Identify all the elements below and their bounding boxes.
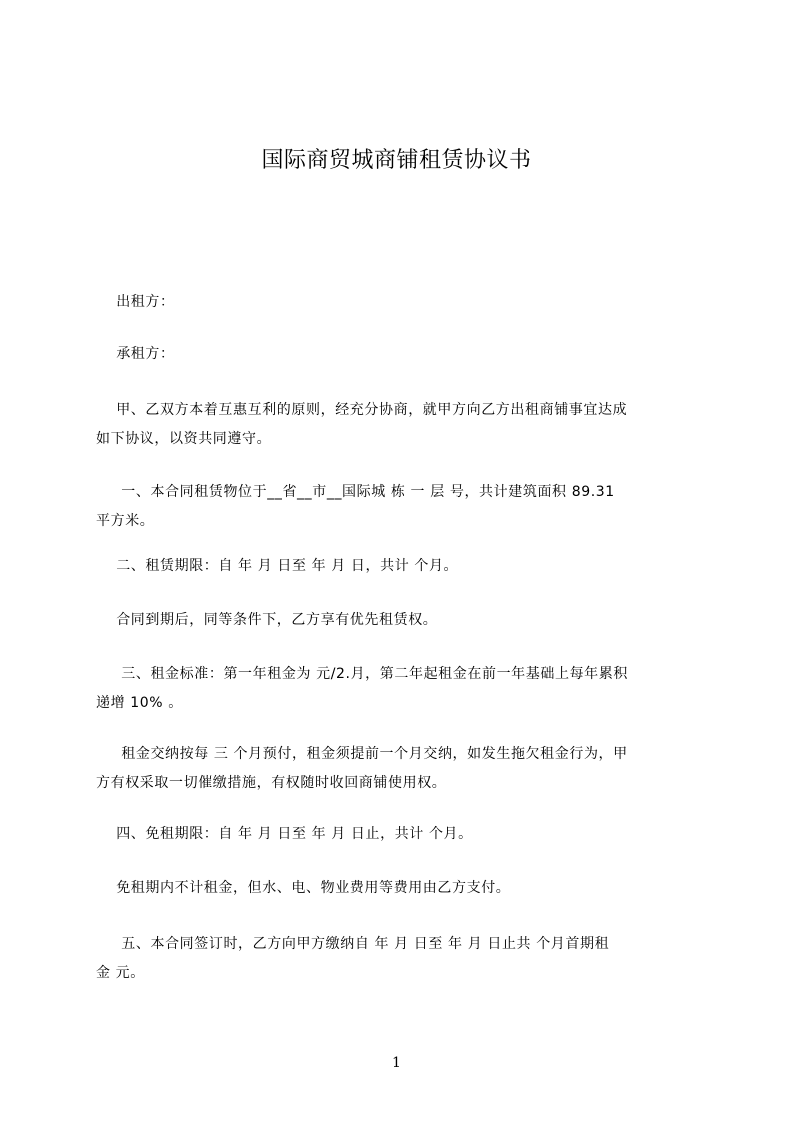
preamble-paragraph: 甲、乙双方本着互惠互利的原则，经充分协商，就甲方向乙方出租商铺事宜达成 如下协议，以资共同遵守。 bbox=[96, 402, 628, 447]
clause-1-location: 一、本合同租赁物位于__省__市__国际城 栋 一 层 号，共计建筑面积 89.31 平方米。 bbox=[96, 484, 615, 529]
clause-4-rent-free: 四、免租期限：自 年 月 日至 年 月 日止，共计 个月。 bbox=[116, 826, 473, 842]
lessor-line: 出租方： bbox=[116, 294, 175, 310]
clause-2-term: 二、租赁期限：自 年 月 日至 年 月 日，共计 个月。 bbox=[116, 558, 459, 574]
page-number: 1 bbox=[392, 1055, 401, 1071]
rent-payment-terms: 租金交纳按每 三 个月预付，租金须提前一个月交纳，如发生拖欠租金行为，甲 方有权采取一切催缴措施，有权随时收回商铺使用权。 bbox=[96, 746, 628, 791]
renewal-priority: 合同到期后，同等条件下，乙方享有优先租赁权。 bbox=[116, 612, 438, 628]
clause-5-first-payment: 五、本合同签订时，乙方向甲方缴纳自 年 月 日至 年 月 日止共 个月首期租 金 元。 bbox=[96, 936, 610, 981]
rent-free-utilities: 免租期内不计租金，但水、电、物业费用等费用由乙方支付。 bbox=[116, 880, 511, 896]
clause-3-rent: 三、租金标准：第一年租金为 元/2.月，第二年起租金在前一年基础上每年累积 递增 10% 。 bbox=[96, 666, 628, 711]
document-title: 国际商贸城商铺租赁协议书 bbox=[261, 148, 532, 173]
lessee-line: 承租方： bbox=[116, 346, 175, 362]
